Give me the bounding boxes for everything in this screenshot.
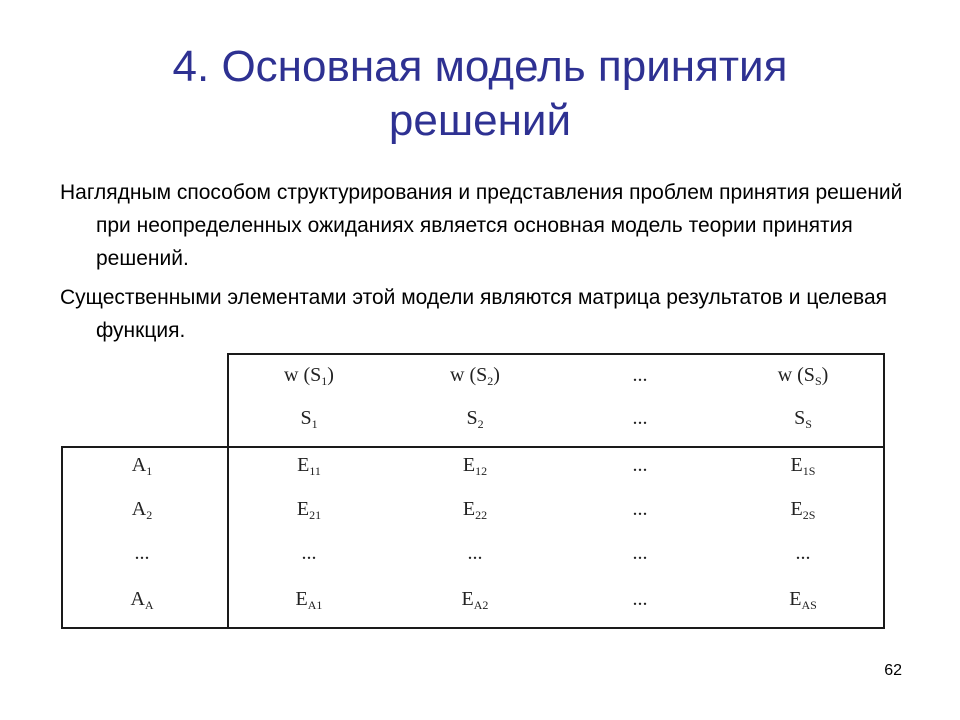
matrix-bottom-border <box>61 627 885 629</box>
weight-cell: w $(S_2)$ <box>450 364 500 388</box>
action-cell: ... <box>134 542 150 564</box>
state-cell: $S_1$ <box>300 407 318 431</box>
result-cell: $E_{A1}$ <box>295 588 323 612</box>
action-cell: $A_1$ <box>131 454 153 478</box>
action-cell: $A_A$ <box>130 588 154 612</box>
result-cell: $E_{21}$ <box>296 498 322 522</box>
slide-number: 62 <box>884 662 902 679</box>
result-cell: $E_{12}$ <box>462 454 488 478</box>
matrix-header-divider <box>61 446 885 448</box>
result-cell: $E_{2S}$ <box>790 498 816 522</box>
state-cell: $S_2$ <box>466 407 484 431</box>
slide-title: 4. Основная модель принятия решений <box>172 42 788 145</box>
matrix-top-border <box>228 353 885 355</box>
result-cell: $E_{A2}$ <box>461 588 489 612</box>
state-cell: $S_S$ <box>794 407 812 431</box>
paragraph-intro: Наглядным способом структурирования и представления проблем принятия решений при неопределенных ожиданиях является основная модель теории принятия решений. <box>60 181 903 270</box>
result-cell: $E_{22}$ <box>462 498 488 522</box>
matrix-action-divider <box>227 353 229 629</box>
action-cell: $A_2$ <box>131 498 153 522</box>
result-cell: ... <box>301 542 317 564</box>
result-cell: $E_{AS}$ <box>789 588 817 612</box>
result-cell: ... <box>467 542 483 564</box>
weight-cell: w $(S_S)$ <box>777 364 829 388</box>
result-cell: $E_{11}$ <box>297 454 321 478</box>
weight-cell: ... <box>632 364 648 386</box>
result-cell: $E_{1S}$ <box>790 454 816 478</box>
matrix-left-border <box>61 446 63 629</box>
result-cell: ... <box>632 498 648 520</box>
paragraph-elements: Существенными элементами этой модели являются матрица результатов и целевая функция. <box>60 286 887 342</box>
weight-cell: w $(S_1)$ <box>284 364 334 388</box>
state-cell: ... <box>632 407 648 429</box>
matrix-right-border <box>883 353 885 629</box>
result-cell: ... <box>632 454 648 476</box>
result-cell: ... <box>795 542 811 564</box>
result-cell: ... <box>632 588 648 610</box>
result-cell: ... <box>632 542 648 564</box>
